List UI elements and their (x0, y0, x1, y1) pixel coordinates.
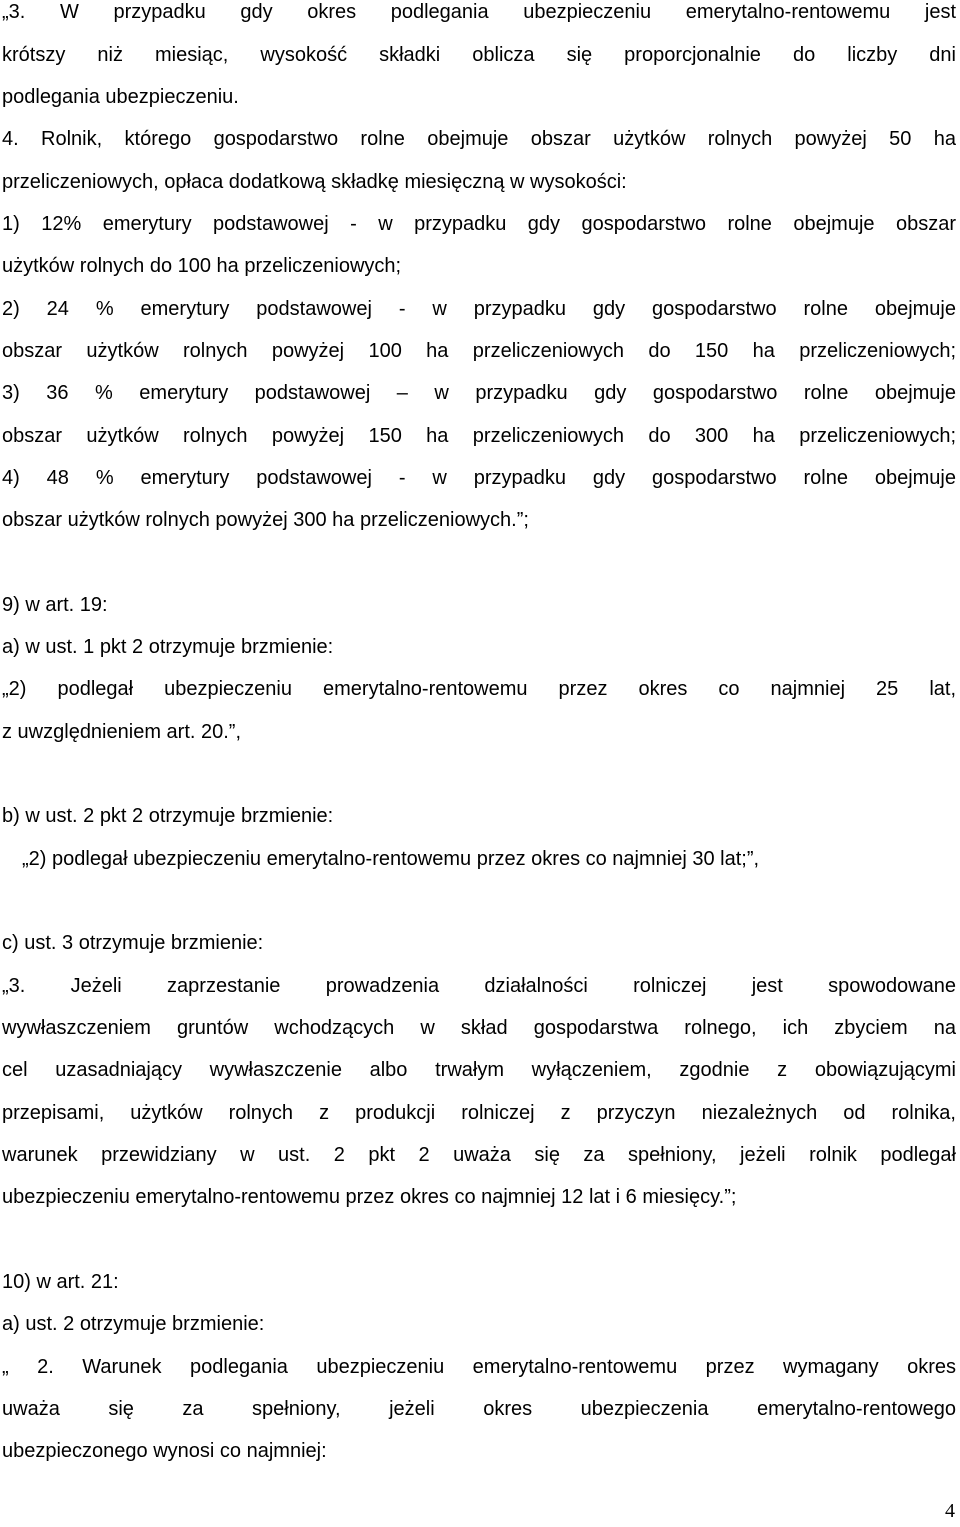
text-line: przepisami, użytków rolnych z produkcji rolniczej z przyczyn niezależnych od rolnika, (2, 1102, 956, 1124)
text-line: warunek przewidziany w ust. 2 pkt 2 uważa się za spełniony, jeżeli rolnik podlegał (2, 1144, 956, 1166)
text-line: wywłaszczeniem gruntów wchodzących w skład gospodarstwa rolnego, ich zbyciem na (2, 1017, 956, 1039)
text-line: 4) 48 % emerytury podstawowej - w przypadku gdy gospodarstwo rolne obejmuje (2, 467, 956, 489)
text-line: obszar użytków rolnych powyżej 150 ha przeliczeniowych do 300 ha przeliczeniowych; (2, 425, 956, 447)
text-line: 2) 24 % emerytury podstawowej - w przypadku gdy gospodarstwo rolne obejmuje (2, 298, 956, 320)
text-line: podlegania ubezpieczeniu. (2, 86, 239, 108)
text-line: a) w ust. 1 pkt 2 otrzymuje brzmienie: (2, 636, 334, 658)
text-line: przeliczeniowych, opłaca dodatkową składkę miesięczną w wysokości: (2, 171, 627, 193)
text-line: „ 2. Warunek podlegania ubezpieczeniu emerytalno-rentowemu przez wymagany okres (2, 1356, 956, 1378)
text-line: ubezpieczonego wynosi co najmniej: (2, 1440, 327, 1462)
text-line: użytków rolnych do 100 ha przeliczeniowych; (2, 255, 402, 277)
text-line: obszar użytków rolnych powyżej 300 ha przeliczeniowych.”; (2, 509, 529, 531)
text-line: ubezpieczeniu emerytalno-rentowemu przez okres co najmniej 12 lat i 6 miesięcy.”; (2, 1186, 737, 1208)
text-line: b) w ust. 2 pkt 2 otrzymuje brzmienie: (2, 805, 334, 827)
text-line: z uwzględnieniem art. 20.”, (2, 721, 242, 743)
text-line: „3. W przypadku gdy okres podlegania ubezpieczeniu emerytalno-rentowemu jest (2, 1, 956, 23)
text-line: 1) 12% emerytury podstawowej - w przypadku gdy gospodarstwo rolne obejmuje obszar (2, 213, 956, 235)
article-heading: 10) w art. 21: (2, 1271, 119, 1293)
text-line: 4. Rolnik, którego gospodarstwo rolne obejmuje obszar użytków rolnych powyżej 50 ha (2, 128, 956, 150)
page-number: 4 (945, 1500, 955, 1522)
text-line: obszar użytków rolnych powyżej 100 ha przeliczeniowych do 150 ha przeliczeniowych; (2, 340, 956, 362)
text-line: cel uzasadniający wywłaszczenie albo trwałym wyłączeniem, zgodnie z obowiązującymi (2, 1059, 956, 1081)
text-line: uważa się za spełniony, jeżeli okres ubezpieczenia emerytalno-rentowego (2, 1398, 956, 1420)
article-heading: 9) w art. 19: (2, 594, 108, 616)
text-line: „2) podlegał ubezpieczeniu emerytalno-rentowemu przez okres co najmniej 25 lat, (2, 678, 956, 700)
text-line: „2) podlegał ubezpieczeniu emerytalno-rentowemu przez okres co najmniej 30 lat;”, (22, 848, 760, 870)
text-line: c) ust. 3 otrzymuje brzmienie: (2, 932, 264, 954)
text-line: a) ust. 2 otrzymuje brzmienie: (2, 1313, 265, 1335)
text-line: „3. Jeżeli zaprzestanie prowadzenia działalności rolniczej jest spowodowane (2, 975, 956, 997)
text-line: 3) 36 % emerytury podstawowej – w przypadku gdy gospodarstwo rolne obejmuje (2, 382, 956, 404)
text-line: krótszy niż miesiąc, wysokość składki oblicza się proporcjonalnie do liczby dni (2, 44, 956, 66)
